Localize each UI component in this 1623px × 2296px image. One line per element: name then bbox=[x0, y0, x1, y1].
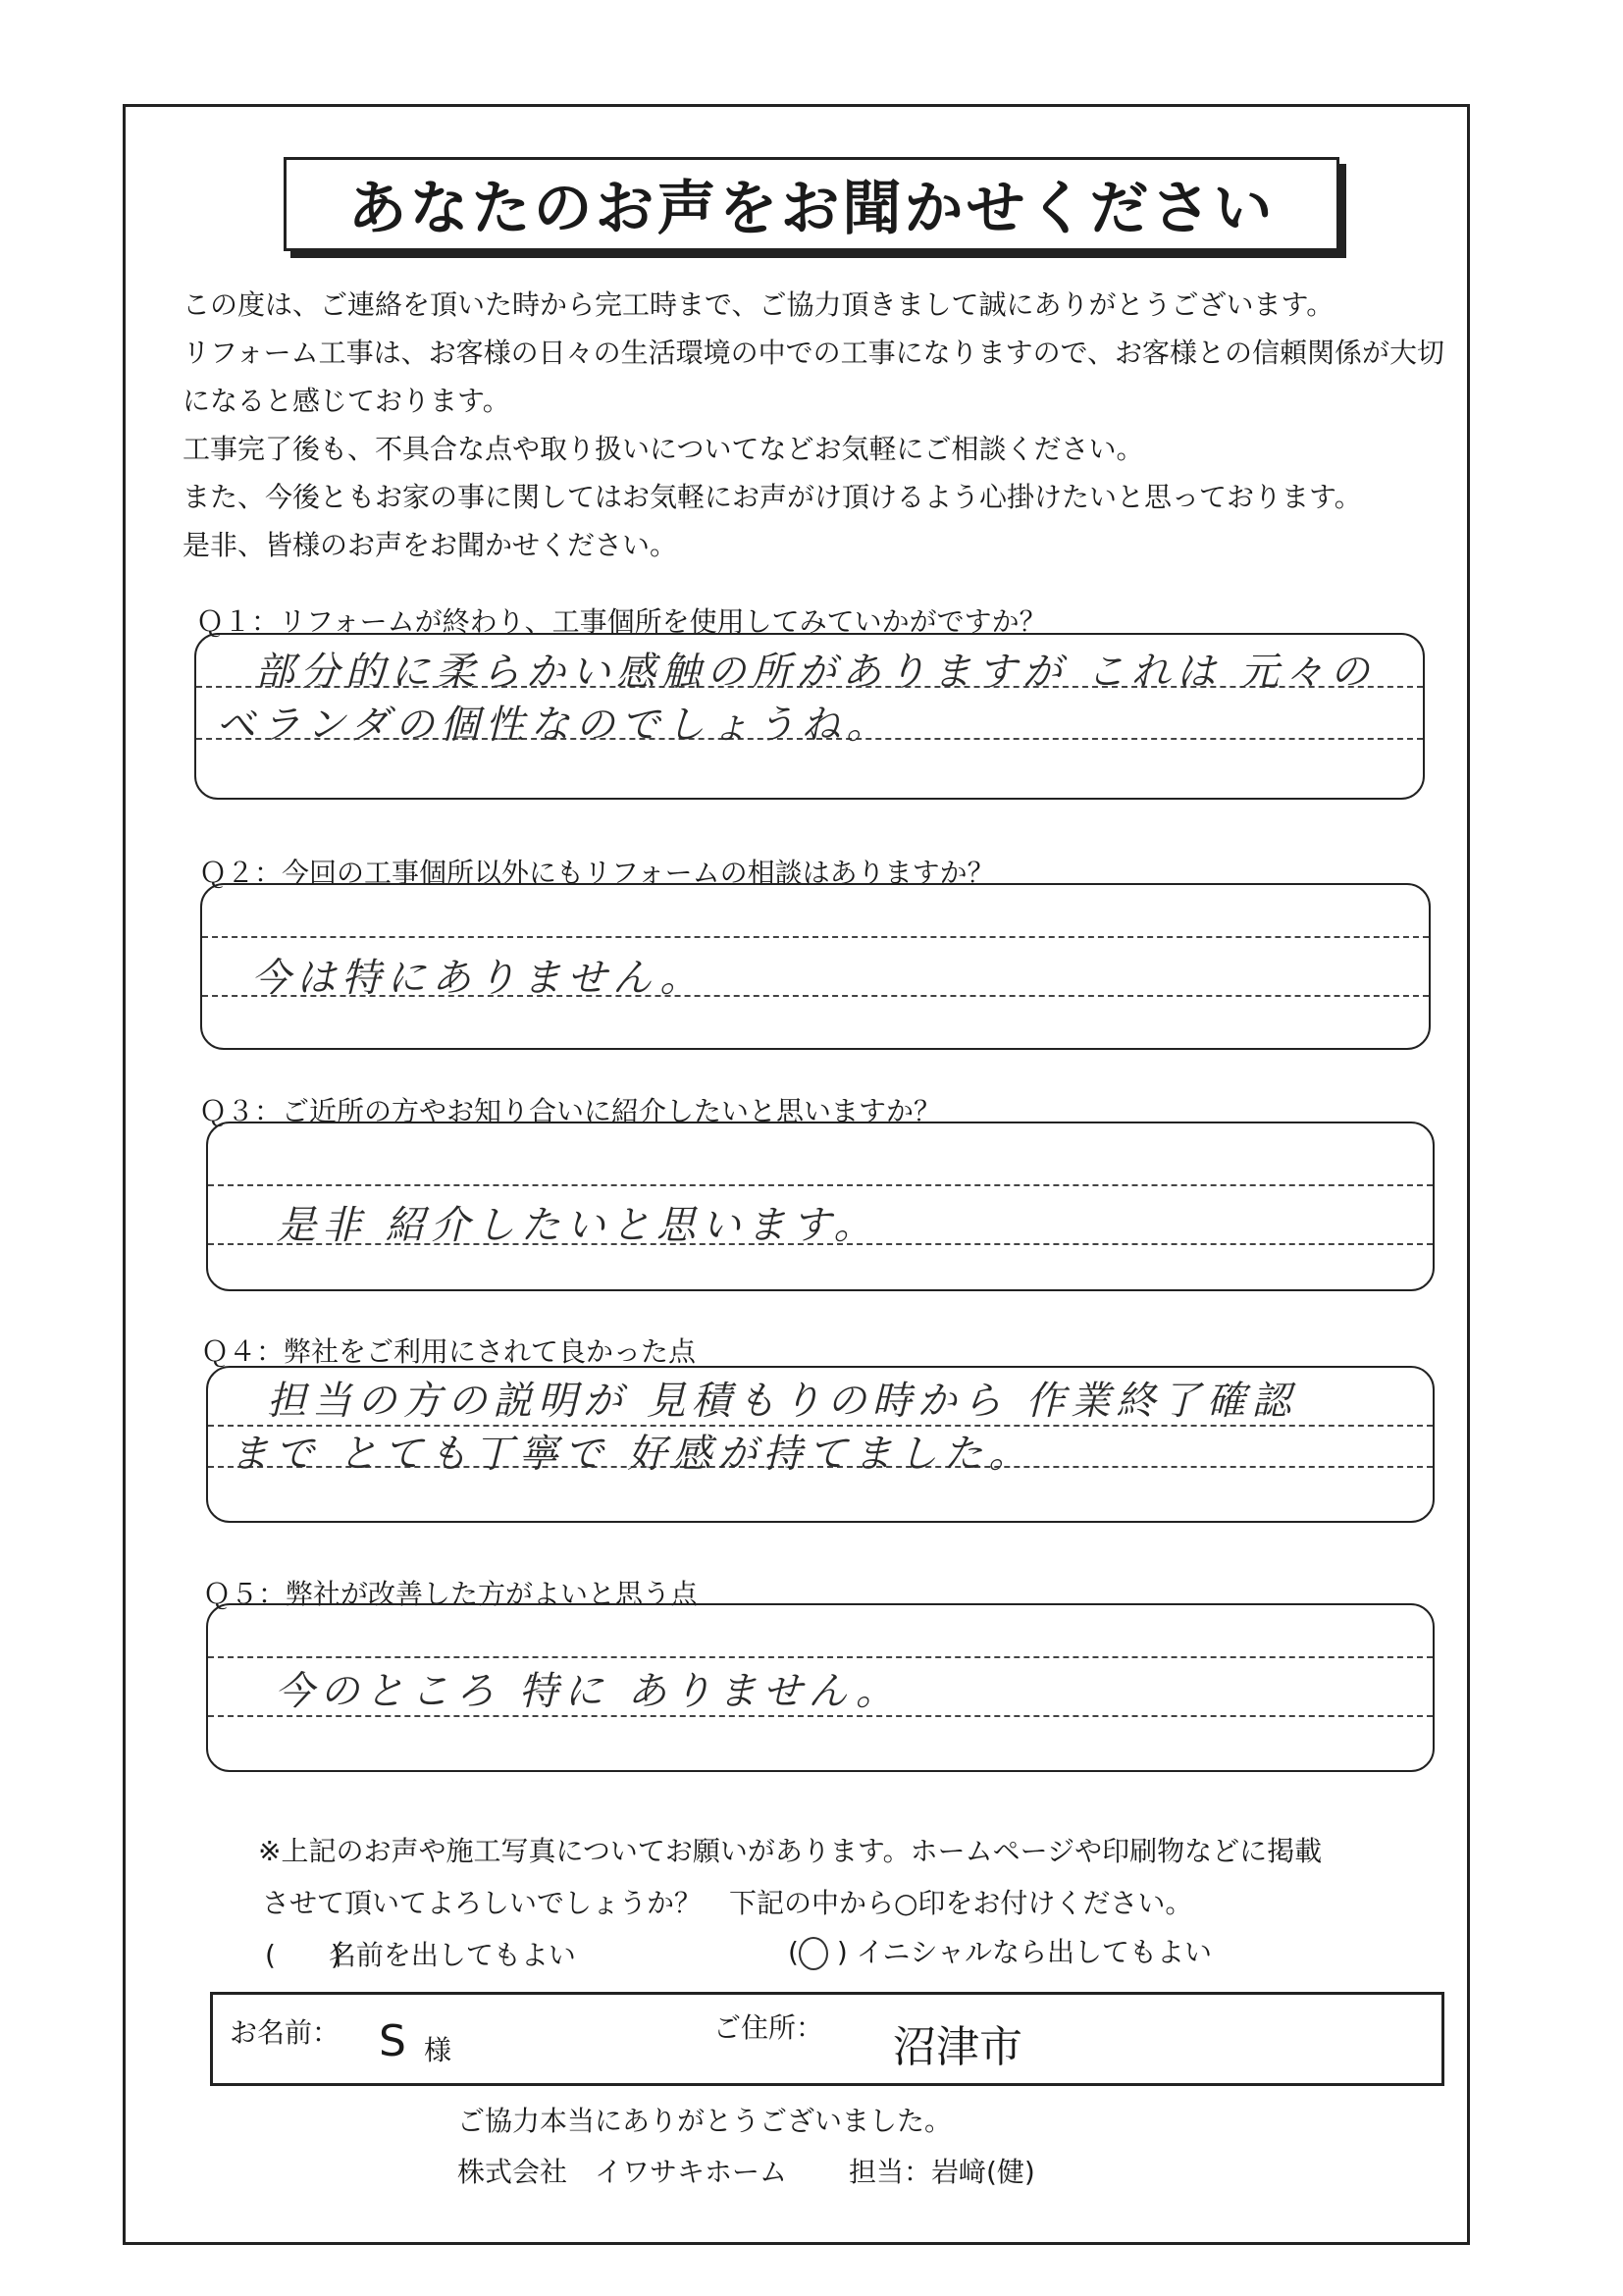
consent-line-1: ※上記のお声や施工写真についてお願いがあります。ホームページや印刷物などに掲載 bbox=[258, 1835, 1323, 1867]
answer-1-box bbox=[194, 633, 1425, 800]
name-value[interactable]: S bbox=[379, 2016, 406, 2066]
consent-name-label: 名前を出してもよい bbox=[328, 1939, 576, 1971]
intro-line: リフォーム工事は、お客様の日々の生活環境の中での工事になりますので、お客様との信頼関係が大切 bbox=[183, 337, 1445, 369]
intro-line: になると感じております。 bbox=[183, 385, 510, 417]
intro-line: 是非、皆様のお声をお聞かせください。 bbox=[183, 529, 678, 561]
consent-option-name[interactable] bbox=[265, 1934, 576, 1973]
answer-3-line-1: 是非 紹介したいと思います。 bbox=[277, 1203, 879, 1248]
answer-1-line-1: 部分的に柔らかい感触の所がありますが これは 元々の bbox=[255, 650, 1376, 695]
answer-2-box bbox=[200, 883, 1431, 1050]
question-5-label: Ｑ５：弊社が改善した方がよいと思う点 bbox=[203, 1578, 699, 1610]
circle-mark-icon bbox=[799, 1937, 828, 1970]
consent-option-initial[interactable] bbox=[788, 1931, 1212, 1970]
answer-4-box bbox=[206, 1366, 1435, 1523]
intro-line: また、今後ともお家の事に関してはお気軽にお声がけ頂けるよう心掛けたいと思っております。 bbox=[183, 481, 1362, 513]
question-1-label: Ｑ１：リフォームが終わり、工事個所を使用してみていかがですか？ bbox=[196, 605, 1047, 638]
intro-text bbox=[183, 281, 1445, 569]
question-4-label: Ｑ４：弊社をご利用にされて良かった点 bbox=[201, 1335, 697, 1368]
form-title: あなたのお声をお聞かせください bbox=[347, 175, 1276, 243]
intro-line: この度は、ご連絡を頂いた時から完工時まで、ご協力頂きまして誠にありがとうございます。 bbox=[183, 288, 1335, 321]
answer-2-line-1: 今は特にありません。 bbox=[251, 956, 706, 1001]
answer-4-line-1: 担当の方の説明が 見積もりの時から 作業終了確認 bbox=[267, 1379, 1297, 1424]
footer-company: 株式会社 イワサキホーム bbox=[457, 2156, 788, 2188]
form-title-box bbox=[284, 157, 1339, 251]
answer-5-box bbox=[206, 1603, 1435, 1772]
consent-name-checkbox[interactable]: ( ) bbox=[265, 1939, 341, 1971]
consent-initial-label: イニシャルなら出してもよい bbox=[856, 1936, 1212, 1968]
answer-line bbox=[208, 1184, 1433, 1186]
honorific: 様 bbox=[424, 2034, 452, 2066]
answer-5-line-1: 今のところ 特に ありません。 bbox=[275, 1669, 901, 1714]
answer-line bbox=[202, 936, 1429, 938]
answer-3-box bbox=[206, 1122, 1435, 1291]
footer-staff: 担当：岩﨑(健) bbox=[849, 2156, 1035, 2188]
answer-1-line-2: ベランダの個性なのでしょうね。 bbox=[216, 703, 892, 748]
intro-line: 工事完了後も、不具合な点や取り扱いについてなどお気軽にご相談ください。 bbox=[183, 433, 1144, 465]
consent-initial-checkbox[interactable]: ( ) bbox=[788, 1936, 848, 1968]
name-label: お名前： bbox=[230, 2016, 340, 2049]
footer-thanks: ご協力本当にありがとうございました。 bbox=[457, 2105, 953, 2137]
answer-4-line-2: まで とても丁寧で 好感が持てました。 bbox=[230, 1432, 1034, 1477]
address-label: ご住所： bbox=[713, 2011, 824, 2044]
question-3-label: Ｑ３：ご近所の方やお知り合いに紹介したいと思いますか？ bbox=[199, 1095, 942, 1127]
address-value[interactable]: 沼津市 bbox=[893, 2022, 1022, 2072]
question-2-label: Ｑ２：今回の工事個所以外にもリフォームの相談はありますか？ bbox=[199, 857, 995, 889]
answer-line bbox=[208, 1656, 1433, 1658]
consent-line-2: させて頂いてよろしいでしょうか？ 下記の中から○印をお付けください。 bbox=[262, 1887, 1193, 1919]
